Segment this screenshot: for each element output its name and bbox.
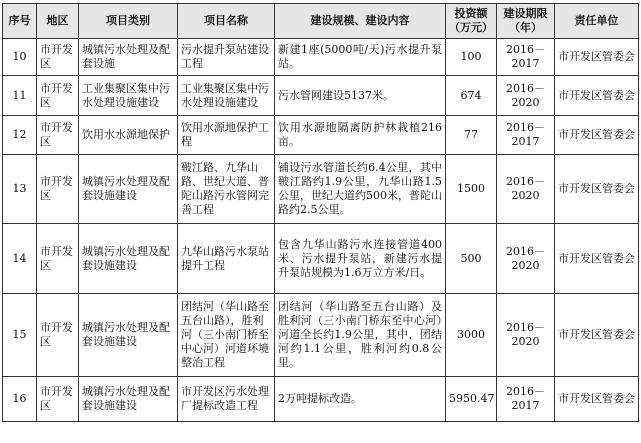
cell-scope: 饮用水源地隔离防护林栽植216亩。 bbox=[275, 116, 446, 155]
header-scope: 建设规模、建设内容 bbox=[275, 4, 446, 39]
table-row bbox=[3, 155, 639, 224]
cell-area: 市开发区 bbox=[37, 76, 79, 116]
header-category: 项目类别 bbox=[79, 4, 178, 39]
cell-area: 市开发区 bbox=[37, 377, 79, 422]
cell-period: 2016－2020 bbox=[497, 224, 555, 294]
cell-name: 九华山路污水泵站提升工程 bbox=[178, 224, 275, 294]
cell-name: 团结河（华山路至五台山路），胜利河（三小南门桥至中心河）河道环境整治工程 bbox=[178, 294, 275, 377]
table-row bbox=[3, 294, 639, 377]
header-seq: 序号 bbox=[3, 4, 37, 39]
table-row bbox=[3, 377, 639, 422]
cell-category: 城镇污水处理及配套设施 bbox=[79, 39, 178, 76]
cell-seq: 11 bbox=[3, 76, 37, 116]
cell-investment: 5950.47 bbox=[446, 377, 497, 422]
cell-unit: 市开发区管委会 bbox=[555, 39, 639, 76]
cell-period: 2016－2020 bbox=[497, 76, 555, 116]
cell-unit: 市开发区管委会 bbox=[555, 377, 639, 422]
cell-category: 城镇污水处理及配套设施建设 bbox=[79, 224, 178, 294]
header-period: 建设期限（年） bbox=[497, 4, 555, 39]
cell-seq: 10 bbox=[3, 39, 37, 76]
cell-investment: 100 bbox=[446, 39, 497, 76]
cell-unit: 市开发区管委会 bbox=[555, 116, 639, 155]
cell-scope: 新建1座(5000吨/天)污水提升泵站。 bbox=[275, 39, 446, 76]
cell-period: 2016－2017 bbox=[497, 377, 555, 422]
table-row bbox=[3, 39, 639, 76]
cell-category: 饮用水水源地保护 bbox=[79, 116, 178, 155]
header-investment: 投资额（万元） bbox=[446, 4, 497, 39]
cell-seq: 15 bbox=[3, 294, 37, 377]
project-table-container bbox=[2, 3, 639, 422]
header-area: 地区 bbox=[37, 4, 79, 39]
cell-scope: 污水管网建设5137米。 bbox=[275, 76, 446, 116]
cell-name: 工业集聚区集中污水处理设施建设 bbox=[178, 76, 275, 116]
cell-name: 污水提升泵站建设工程 bbox=[178, 39, 275, 76]
cell-name: 饮用水源地保护工程 bbox=[178, 116, 275, 155]
header-unit: 责任单位 bbox=[555, 4, 639, 39]
cell-category: 工业集聚区集中污水处理设施建设 bbox=[79, 76, 178, 116]
cell-investment: 674 bbox=[446, 76, 497, 116]
cell-unit: 市开发区管委会 bbox=[555, 76, 639, 116]
header-name: 项目名称 bbox=[178, 4, 275, 39]
cell-scope: 2万吨提标改造。 bbox=[275, 377, 446, 422]
cell-unit: 市开发区管委会 bbox=[555, 155, 639, 224]
cell-period: 2016－2017 bbox=[497, 39, 555, 76]
cell-unit: 市开发区管委会 bbox=[555, 224, 639, 294]
cell-scope: 铺设污水管道长约6.4公里，其中皲江路约1.9公里，九华山路1.5公里，世纪大道约500米，普陀山路约2.5公里。 bbox=[275, 155, 446, 224]
cell-investment: 77 bbox=[446, 116, 497, 155]
table-row bbox=[3, 76, 639, 116]
header-row bbox=[3, 4, 639, 39]
cell-category: 城镇污水处理及配套设施建设 bbox=[79, 294, 178, 377]
cell-scope: 包含九华山路污水连接管道400米、污水提升泵站，新建污水提升泵站规模为1.6万立方米/日。 bbox=[275, 224, 446, 294]
cell-area: 市开发区 bbox=[37, 116, 79, 155]
cell-category: 城镇污水处理及配套设施建设 bbox=[79, 377, 178, 422]
project-table bbox=[2, 3, 639, 422]
cell-scope: 团结河（华山路至五台山路）及胜利河（三小南门桥东至中心河）河道全长约1.9公里，其中，团结河约1.1公里，胜利河约0.8公里。 bbox=[275, 294, 446, 377]
cell-seq: 13 bbox=[3, 155, 37, 224]
cell-category: 城镇污水处理及配套设施建设 bbox=[79, 155, 178, 224]
cell-seq: 14 bbox=[3, 224, 37, 294]
cell-investment: 1500 bbox=[446, 155, 497, 224]
cell-area: 市开发区 bbox=[37, 224, 79, 294]
cell-area: 市开发区 bbox=[37, 294, 79, 377]
cell-period: 2016－2017 bbox=[497, 116, 555, 155]
cell-name: 皲江路、九华山路、世纪大道、普陀山路污水管网完善工程 bbox=[178, 155, 275, 224]
table-row bbox=[3, 116, 639, 155]
cell-period: 2016－2020 bbox=[497, 294, 555, 377]
cell-unit: 市开发区管委会 bbox=[555, 294, 639, 377]
cell-investment: 3000 bbox=[446, 294, 497, 377]
cell-seq: 16 bbox=[3, 377, 37, 422]
cell-investment: 500 bbox=[446, 224, 497, 294]
cell-name: 市开发区污水处理厂提标改造工程 bbox=[178, 377, 275, 422]
cell-area: 市开发区 bbox=[37, 39, 79, 76]
table-row bbox=[3, 224, 639, 294]
cell-area: 市开发区 bbox=[37, 155, 79, 224]
cell-seq: 12 bbox=[3, 116, 37, 155]
cell-period: 2016－2020 bbox=[497, 155, 555, 224]
